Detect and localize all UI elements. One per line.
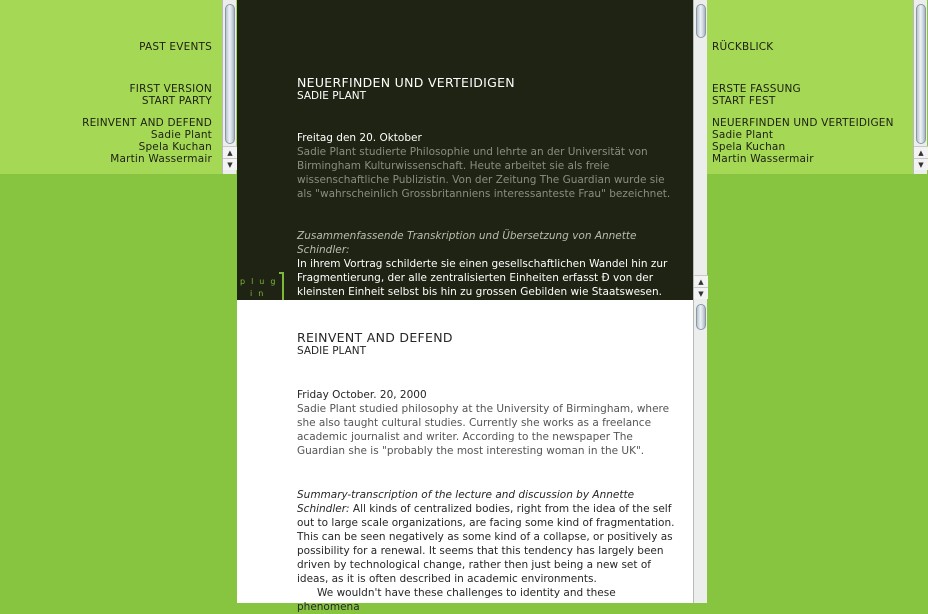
article-title: REINVENT AND DEFEND (297, 330, 453, 345)
right-nav-scrollbar[interactable] (913, 0, 927, 174)
nav-link-spela-kuchan-de[interactable]: Spela Kuchan (712, 141, 786, 153)
article-subtitle: SADIE PLANT (297, 90, 367, 102)
nav-link-start-party[interactable]: START PARTY (141, 95, 212, 107)
left-nav-scrollbar[interactable] (222, 0, 236, 174)
summary-label: Zusammenfassende Transkription und Übersetzung von Annette Schindler: (297, 230, 637, 256)
scroll-down-arrow-icon[interactable]: ▼ (223, 158, 237, 170)
nav-link-sadie-plant-de[interactable]: Sadie Plant (712, 129, 774, 141)
nav-link-martin-wassermair-de[interactable]: Martin Wassermair (712, 153, 814, 165)
article-intro: Sadie Plant studierte Philosophie und lehrte an der Universität von Birmingham Kulturwissenschaft. Heute arbeitet sie als freie wissenschaftliche Publizistin. Von der Zeitung The Guardian wurde sie als "wahrscheinlich Grossbritanniens interessanteste Frau" bezeichnet. (297, 146, 671, 200)
nav-link-first-version[interactable]: FIRST VERSION (129, 83, 212, 95)
german-article (297, 76, 677, 327)
scrollbar-thumb[interactable] (696, 304, 706, 330)
english-panel-scrollbar[interactable] (693, 300, 707, 603)
nav-link-neuerfinden[interactable]: NEUERFINDEN UND VERTEIDIGEN (712, 117, 894, 129)
nav-link-rueckblick[interactable]: RÜCKBLICK (712, 41, 774, 53)
nav-link-sadie-plant[interactable]: Sadie Plant (150, 129, 212, 141)
scroll-up-arrow-icon[interactable]: ▲ (694, 275, 708, 287)
plugin-logo-line1: plug (240, 277, 282, 286)
nav-link-erste-fassung[interactable]: ERSTE FASSUNG (712, 83, 801, 95)
article-paragraph: We wouldn't have these challenges to identity and these phenomena (297, 587, 616, 613)
scroll-up-arrow-icon[interactable]: ▲ (914, 146, 928, 158)
article-subtitle: SADIE PLANT (297, 345, 367, 357)
article-date: Friday October. 20, 2000 (297, 389, 427, 401)
german-panel-scrollbar[interactable] (693, 0, 707, 300)
english-content-panel (237, 300, 693, 613)
nav-right-german (707, 0, 913, 174)
nav-link-martin-wassermair[interactable]: Martin Wassermair (110, 153, 212, 165)
english-article (297, 331, 677, 614)
scrollbar-thumb[interactable] (225, 4, 235, 144)
scrollbar-thumb[interactable] (696, 4, 706, 38)
scroll-down-arrow-icon[interactable]: ▼ (694, 287, 708, 299)
german-content-panel (237, 0, 693, 300)
summary-text: All kinds of centralized bodies, right from the idea of the self out to large scale organizations, are facing some kind of fragmentation. This can be seen negatively as some kind of a collapse, or positively as possibility for a renewal. It seems that this tendency has largely been driven by technological change, rather then just being a new set of ideas, as it is often described in academic environments. (297, 503, 675, 585)
nav-link-start-fest[interactable]: START FEST (712, 95, 776, 107)
summary-label: Summary-transcription of the lecture and discussion by Annette Schindler: (297, 489, 635, 515)
scroll-up-arrow-icon[interactable]: ▲ (223, 146, 237, 158)
nav-link-spela-kuchan[interactable]: Spela Kuchan (138, 141, 212, 153)
scrollbar-thumb[interactable] (916, 4, 926, 144)
summary-text: In ihrem Vortrag schilderte sie einen gesellschaftlichen Wandel hin zur Fragmentierung, der alle zentralisierten Einheiten erfasst Ð von der kleinsten Einheit selbst bis hin zu grossen Gebilden wie Staatswesen. (297, 258, 668, 298)
article-intro: Sadie Plant studied philosophy at the University of Birmingham, where she also taught cultural studies. Currently she works as a freelance academic journalist and writer. According to the newspaper The Guardian she is "probably the most interesting woman in the UK". (297, 403, 670, 457)
article-title: NEUERFINDEN UND VERTEIDIGEN (297, 75, 515, 90)
nav-link-past-events[interactable]: PAST EVENTS (139, 41, 212, 53)
nav-link-reinvent-defend[interactable]: REINVENT AND DEFEND (82, 117, 212, 129)
article-summary (297, 488, 677, 586)
plugin-logo-line2: in (250, 289, 270, 298)
nav-left-english (0, 0, 222, 174)
article-date: Freitag den 20. Oktober (297, 132, 422, 144)
scroll-down-arrow-icon[interactable]: ▼ (914, 158, 928, 170)
